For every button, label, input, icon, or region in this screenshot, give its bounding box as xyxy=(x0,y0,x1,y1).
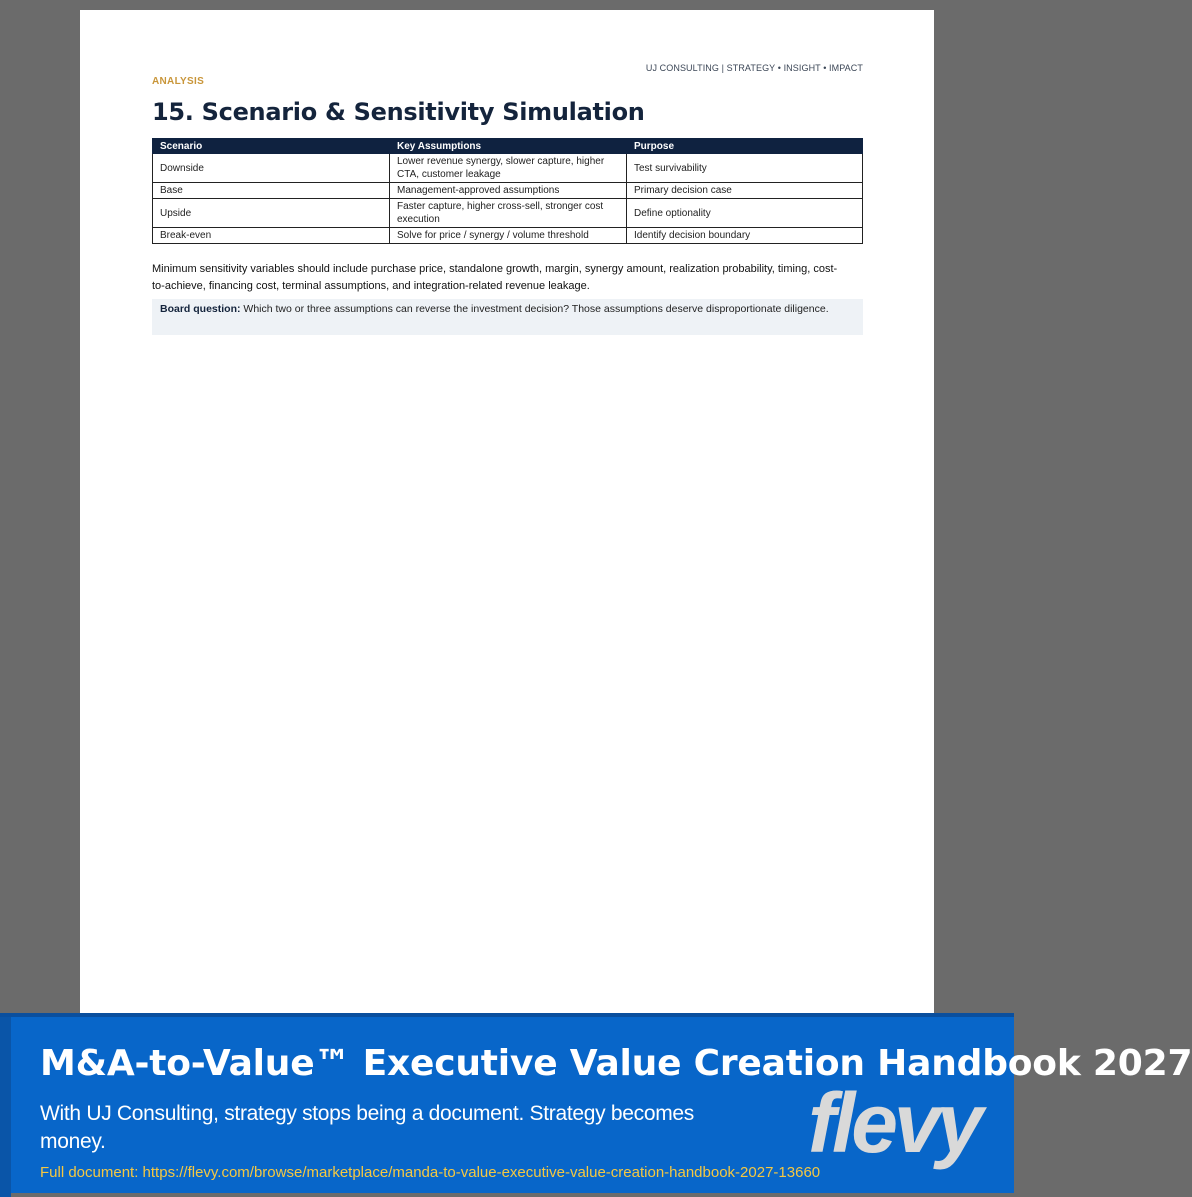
board-question-callout xyxy=(152,299,863,335)
table-cell: Downside xyxy=(153,154,390,183)
callout-text: Which two or three assumptions can reverse the investment decision? Those assumptions deserve disproportionate diligence. xyxy=(243,303,829,315)
table-row xyxy=(153,228,863,244)
banner-title: M&A-to-Value™ Executive Value Creation Handbook 2027 xyxy=(40,1043,1192,1084)
column-header: Key Assumptions xyxy=(390,139,627,154)
column-header: Purpose xyxy=(627,139,863,154)
banner-subtitle: With UJ Consulting, strategy stops being a document. Strategy becomes money. xyxy=(40,1102,694,1153)
table-cell: Test survivability xyxy=(627,154,863,183)
table-cell: Upside xyxy=(153,199,390,228)
table-cell: Identify decision boundary xyxy=(627,228,863,244)
table-cell: Primary decision case xyxy=(627,183,863,199)
banner-stripe xyxy=(0,1017,11,1197)
callout-label: Board question: xyxy=(160,303,241,315)
promo-banner xyxy=(0,1013,1192,1193)
table-header-row xyxy=(153,139,863,154)
section-tag: ANALYSIS xyxy=(152,76,205,87)
document-page xyxy=(80,10,934,1013)
table-row xyxy=(153,183,863,199)
table-cell: Lower revenue synergy, slower capture, higher CTA, customer leakage xyxy=(390,154,627,183)
full-document-link[interactable]: Full document: https://flevy.com/browse/marketplace/manda-to-value-executive-value-creation-handbook-2027-13660 xyxy=(40,1164,821,1181)
table-cell: Faster capture, higher cross-sell, stronger cost execution xyxy=(390,199,627,228)
table-cell: Base xyxy=(153,183,390,199)
table-cell: Define optionality xyxy=(627,199,863,228)
table-cell: Management-approved assumptions xyxy=(390,183,627,199)
header-brand: UJ CONSULTING | STRATEGY • INSIGHT • IMPACT xyxy=(645,63,863,73)
scenario-table xyxy=(152,138,863,244)
table-cell: Break-even xyxy=(153,228,390,244)
page-title: 15. Scenario & Sensitivity Simulation xyxy=(152,98,645,126)
column-header: Scenario xyxy=(153,139,390,154)
body-paragraph: Minimum sensitivity variables should include purchase price, standalone growth, margin, synergy amount, realization probability, timing, cost-to-achieve, financing cost, terminal assumptions, and integration-related revenue leakage. xyxy=(152,263,838,292)
table-row xyxy=(153,154,863,183)
table-row xyxy=(153,199,863,228)
table-cell: Solve for price / synergy / volume threshold xyxy=(390,228,627,244)
flevy-logo[interactable]: flevy xyxy=(808,1076,980,1170)
